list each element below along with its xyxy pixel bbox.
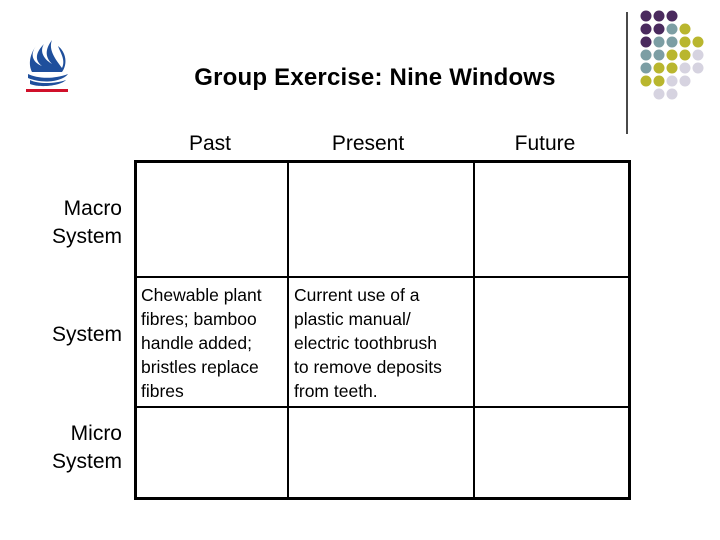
cell-text-line: Current use of a	[294, 285, 420, 305]
column-header-past: Past	[188, 132, 232, 155]
cell-text-line: fibres; bamboo	[141, 309, 257, 329]
page-title: Group Exercise: Nine Windows	[194, 64, 556, 91]
row-label-micro-system	[0, 420, 122, 476]
row-label-macro-system	[0, 195, 122, 251]
cell-text-line: to remove deposits	[294, 357, 442, 377]
grid-line	[628, 160, 631, 500]
flame-logo-icon	[22, 38, 72, 94]
cell-text-line: handle added;	[141, 333, 252, 353]
cell-system-present	[290, 280, 473, 403]
grid-line	[287, 160, 289, 500]
cell-text-line: from teeth.	[294, 381, 378, 401]
cell-text-line: Chewable plant	[141, 285, 262, 305]
column-header-present: Present	[331, 132, 405, 155]
cell-text-line: electric toothbrush	[294, 333, 437, 353]
row-label-system	[0, 321, 122, 349]
column-header-future: Future	[514, 132, 576, 155]
row-label-line: System	[51, 225, 122, 248]
row-label-line: Micro	[70, 422, 122, 445]
cell-system-past	[137, 280, 287, 403]
nine-windows-grid	[134, 160, 631, 500]
dot-grid-decoration	[640, 10, 720, 120]
grid-line	[134, 160, 631, 163]
grid-line	[473, 160, 475, 500]
row-label-line: System	[51, 323, 122, 346]
cell-text-line: bristles replace	[141, 357, 259, 377]
grid-line	[134, 497, 631, 500]
divider-line	[626, 12, 628, 134]
grid-line	[134, 276, 631, 278]
row-label-line: Macro	[63, 197, 122, 220]
cell-text-line: plastic manual/	[294, 309, 411, 329]
row-label-line: System	[51, 450, 122, 473]
grid-line	[134, 406, 631, 408]
cell-text-line: fibres	[141, 381, 184, 401]
